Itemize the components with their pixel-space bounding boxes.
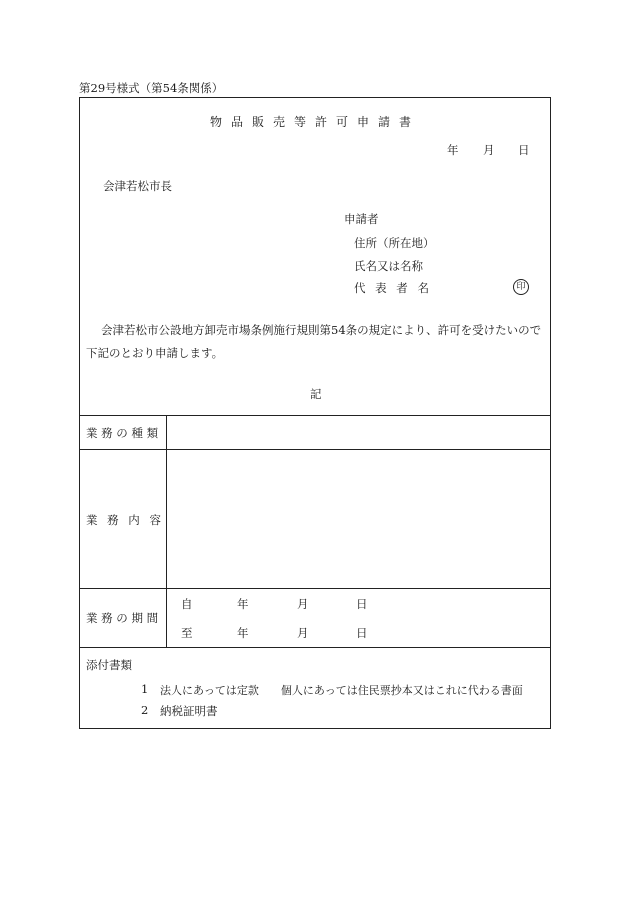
business-kind-field[interactable] bbox=[167, 416, 550, 449]
business-content-field[interactable] bbox=[167, 450, 550, 588]
business-period-label: 業 務 の 期 間 bbox=[86, 611, 159, 625]
applicant-representative-label: 代 表 者 名 bbox=[354, 281, 432, 295]
period-to-year: 年 bbox=[237, 626, 249, 640]
period-from-month: 月 bbox=[297, 597, 309, 611]
row-divider bbox=[80, 588, 550, 589]
period-to-day: 日 bbox=[356, 626, 368, 640]
ki-heading: 記 bbox=[310, 387, 322, 401]
body-text-line2: 下記のとおり申請します。 bbox=[86, 346, 224, 360]
period-to-month: 月 bbox=[297, 626, 309, 640]
addressee: 会津若松市長 bbox=[103, 179, 172, 193]
body-text-line1: 会津若松市公設地方卸売市場条例施行規則第54条の規定により、許可を受けたいので bbox=[101, 323, 542, 337]
date-year: 年 bbox=[447, 143, 459, 157]
period-from-year: 年 bbox=[237, 597, 249, 611]
row-divider bbox=[80, 647, 550, 648]
form-number-label: 第29号様式（第54条関係） bbox=[79, 81, 224, 95]
seal-mark-icon: 印 bbox=[513, 279, 529, 295]
application-form bbox=[79, 97, 551, 729]
period-to-label: 至 bbox=[181, 626, 193, 640]
applicant-heading: 申請者 bbox=[344, 212, 379, 226]
business-kind-label: 業 務 の 種 類 bbox=[86, 426, 159, 440]
applicant-address-label: 住所（所在地） bbox=[354, 236, 435, 250]
period-from-day: 日 bbox=[356, 597, 368, 611]
form-title: 物品販売等許可申請書 bbox=[209, 115, 420, 129]
attachment-text: 納税証明書 bbox=[160, 704, 218, 718]
attachment-number: 1 bbox=[141, 682, 149, 696]
period-from-label: 自 bbox=[181, 597, 193, 611]
attachments-heading: 添付書類 bbox=[86, 658, 132, 672]
date-day: 日 bbox=[518, 143, 530, 157]
attachment-text: 法人にあっては定款 個人にあっては住民票抄本又はこれに代わる書面 bbox=[160, 684, 523, 697]
applicant-name-label: 氏名又は名称 bbox=[354, 259, 423, 273]
business-content-label: 業 務 内 容 bbox=[86, 513, 164, 527]
date-month: 月 bbox=[483, 143, 495, 157]
attachment-number: 2 bbox=[141, 703, 149, 717]
